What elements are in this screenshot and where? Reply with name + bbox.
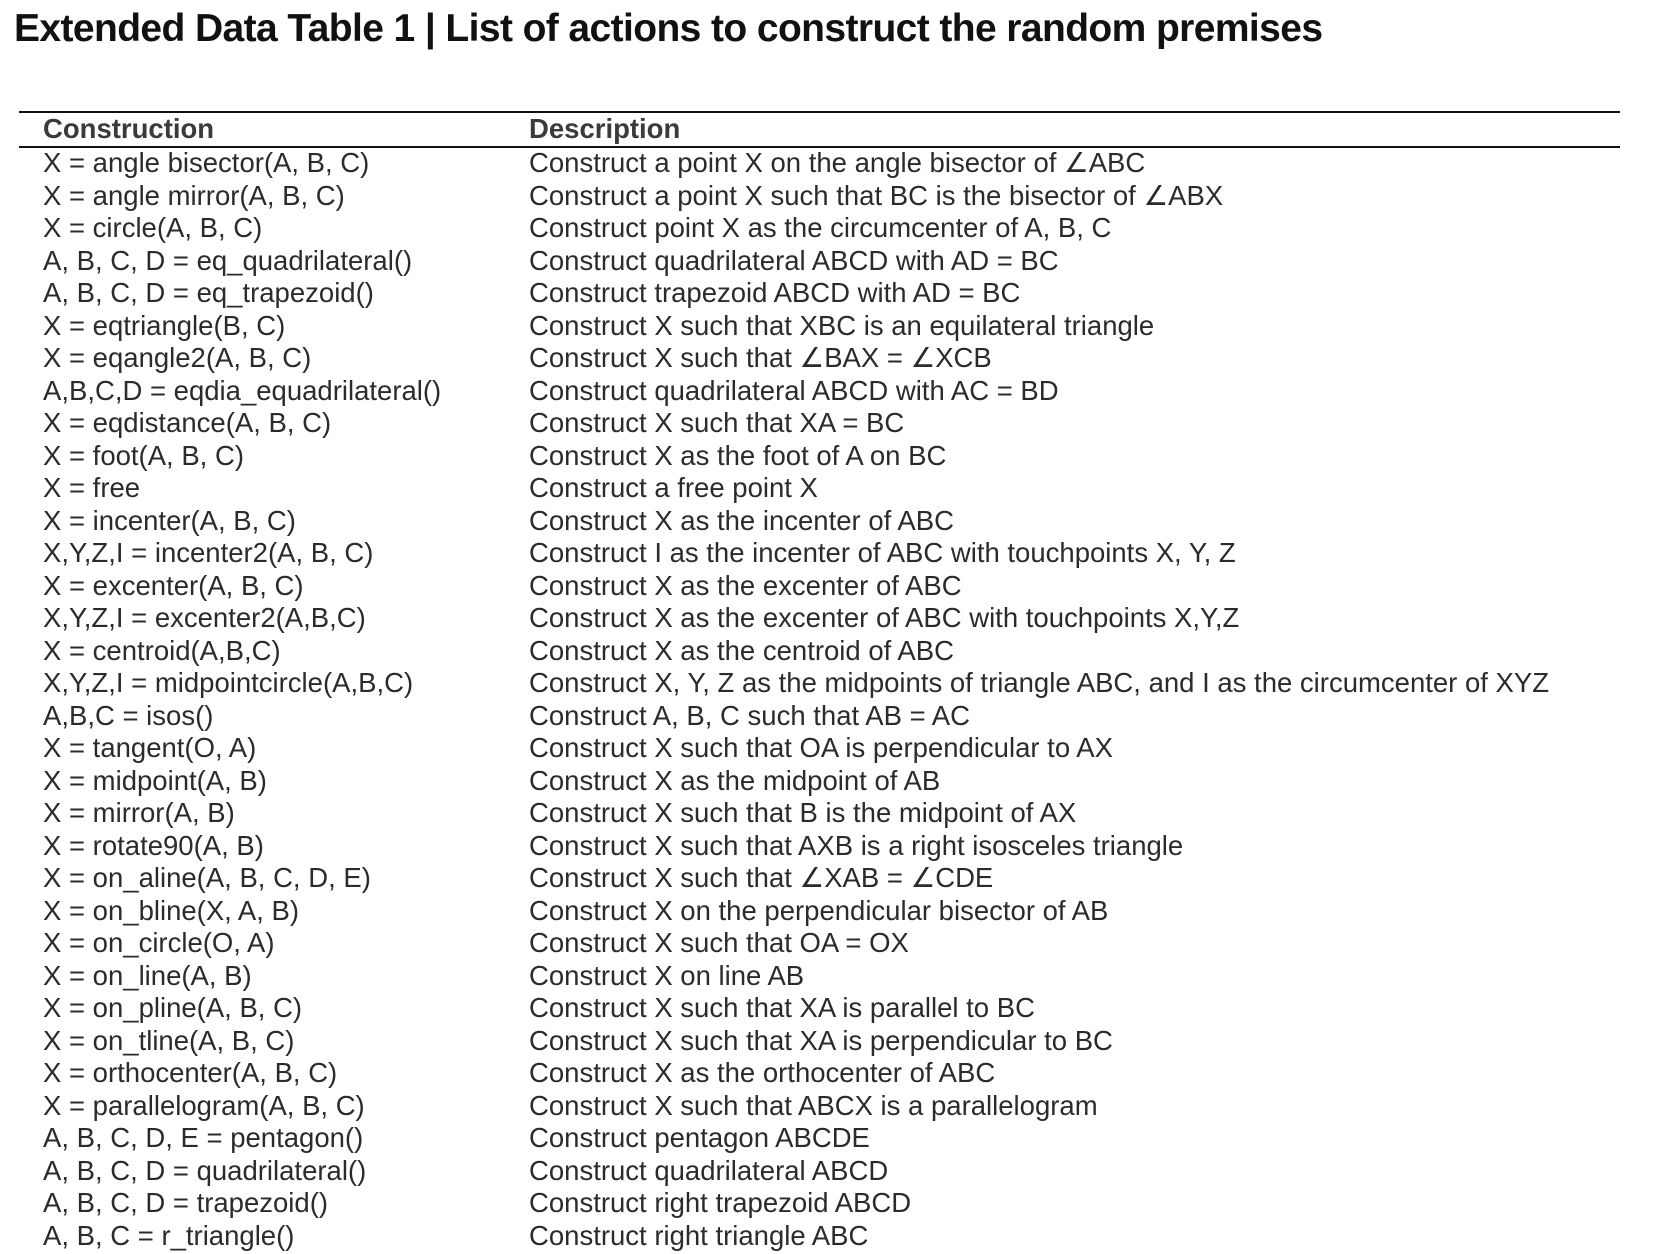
table-row	[19, 310, 1620, 343]
table-body	[19, 147, 1620, 1252]
construction-cell: X = eqdistance(A, B, C)	[43, 407, 332, 438]
description-cell: Construct X as the excenter of ABC	[529, 569, 962, 601]
table-row	[19, 992, 1620, 1025]
construction-cell: X = midpoint(A, B)	[43, 764, 267, 796]
table-row	[19, 1025, 1620, 1058]
construction-cell: X = centroid(A,B,C)	[43, 634, 281, 666]
construction-cell: A, B, C, D = eq_trapezoid()	[43, 277, 374, 308]
table-row	[19, 147, 1620, 180]
construction-cell: X = angle bisector(A, B, C)	[43, 147, 370, 178]
table-row	[19, 797, 1620, 830]
description-cell: Construct pentagon ABCDE	[529, 1122, 870, 1153]
table-row	[19, 180, 1620, 213]
table-row	[19, 960, 1620, 993]
construction-cell: X = parallelogram(A, B, C)	[43, 1089, 365, 1121]
description-cell: Construct X such that OA = OX	[529, 927, 909, 958]
table-row	[19, 830, 1620, 863]
construction-cell: X = eqangle2(A, B, C)	[43, 342, 312, 373]
table-row	[19, 1122, 1620, 1155]
table-row	[19, 732, 1620, 765]
construction-cell: X,Y,Z,I = midpointcircle(A,B,C)	[43, 667, 414, 698]
description-cell: Construct X as the foot of A on BC	[529, 439, 947, 471]
construction-cell: A,B,C,D = eqdia_equadrilateral()	[43, 374, 442, 406]
description-cell: Construct X such that XA = BC	[529, 407, 905, 438]
construction-cell: X,Y,Z,I = incenter2(A, B, C)	[43, 537, 374, 568]
description-cell: Construct X as the excenter of ABC with touchpoints X,Y,Z	[529, 602, 1240, 633]
description-cell: Construct X such that XA is perpendicular to BC	[529, 1024, 1113, 1056]
table-row	[19, 927, 1620, 960]
description-cell: Construct X such that XA is parallel to BC	[529, 992, 1035, 1023]
description-cell: Construct I as the incenter of ABC with touchpoints X, Y, Z	[529, 537, 1236, 568]
construction-cell: A, B, C, D, E = pentagon()	[43, 1122, 364, 1153]
table-row	[19, 667, 1620, 700]
description-cell: Construct X such that B is the midpoint of AX	[529, 797, 1077, 828]
construction-cell: X = incenter(A, B, C)	[43, 504, 296, 536]
table-row	[19, 570, 1620, 603]
construction-cell: X = angle mirror(A, B, C)	[43, 179, 345, 211]
construction-cell: X = circle(A, B, C)	[43, 212, 263, 243]
description-cell: Construct X such that AXB is a right isosceles triangle	[529, 829, 1184, 861]
table-row	[19, 1155, 1620, 1188]
construction-cell: X = on_tline(A, B, C)	[43, 1024, 295, 1056]
table-row	[19, 1187, 1620, 1220]
construction-cell: X = on_bline(X, A, B)	[43, 894, 300, 926]
table-row	[19, 700, 1620, 733]
header-construction: Construction	[43, 113, 215, 144]
table-row	[19, 1220, 1620, 1253]
construction-cell: X = on_pline(A, B, C)	[43, 992, 303, 1023]
header-description: Description	[529, 113, 681, 144]
description-cell: Construct a point X on the angle bisector of ∠ABC	[529, 147, 1146, 178]
description-cell: Construct quadrilateral ABCD with AD = BC	[529, 244, 1059, 276]
table-row	[19, 1090, 1620, 1123]
description-cell: Construct X, Y, Z as the midpoints of triangle ABC, and I as the circumcenter of XYZ	[529, 667, 1550, 698]
construction-cell: X = free	[43, 472, 141, 503]
construction-cell: X = mirror(A, B)	[43, 797, 235, 828]
description-cell: Construct right triangle ABC	[529, 1219, 869, 1251]
description-cell: Construct a free point X	[529, 472, 818, 503]
table-row	[19, 375, 1620, 408]
construction-cell: X = foot(A, B, C)	[43, 439, 244, 471]
construction-cell: A,B,C = isos()	[43, 699, 214, 731]
table-row	[19, 472, 1620, 505]
description-cell: Construct X such that ABCX is a parallelogram	[529, 1089, 1098, 1121]
description-cell: Construct X on line AB	[529, 959, 805, 991]
construction-cell: A, B, C = r_triangle()	[43, 1219, 295, 1251]
table-row	[19, 635, 1620, 668]
description-cell: Construct X such that ∠BAX = ∠XCB	[529, 342, 992, 373]
construction-cell: A, B, C, D = eq_quadrilateral()	[43, 244, 413, 276]
description-cell: Construct X as the midpoint of AB	[529, 764, 941, 796]
table-row	[19, 245, 1620, 278]
description-cell: Construct right trapezoid ABCD	[529, 1187, 912, 1218]
construction-cell: A, B, C, D = quadrilateral()	[43, 1154, 367, 1186]
description-cell: Construct A, B, C such that AB = AC	[529, 699, 970, 731]
description-cell: Construct X on the perpendicular bisector of AB	[529, 894, 1109, 926]
construction-cell: X = rotate90(A, B)	[43, 829, 264, 861]
description-cell: Construct quadrilateral ABCD	[529, 1154, 889, 1186]
description-cell: Construct X as the centroid of ABC	[529, 634, 954, 666]
table-row	[19, 407, 1620, 440]
description-cell: Construct point X as the circumcenter of A, B, C	[529, 212, 1112, 243]
table-row	[19, 1057, 1620, 1090]
description-cell: Construct quadrilateral ABCD with AC = BD	[529, 374, 1059, 406]
description-cell: Construct X such that OA is perpendicular to AX	[529, 732, 1113, 763]
table-row	[19, 895, 1620, 928]
table-row	[19, 602, 1620, 635]
description-cell: Construct X as the incenter of ABC	[529, 504, 954, 536]
table-row	[19, 862, 1620, 895]
table-row	[19, 505, 1620, 538]
table-row	[19, 342, 1620, 375]
construction-cell: X = orthocenter(A, B, C)	[43, 1057, 338, 1088]
table-row	[19, 537, 1620, 570]
construction-cell: X = tangent(O, A)	[43, 732, 257, 763]
construction-cell: X = excenter(A, B, C)	[43, 569, 304, 601]
description-cell: Construct X such that XBC is an equilateral triangle	[529, 309, 1155, 341]
table-row	[19, 212, 1620, 245]
description-cell: Construct X as the orthocenter of ABC	[529, 1057, 996, 1088]
description-cell: Construct X such that ∠XAB = ∠CDE	[529, 862, 994, 893]
construction-cell: A, B, C, D = trapezoid()	[43, 1187, 329, 1218]
table-row	[19, 277, 1620, 310]
table-title: Extended Data Table 1 | List of actions to construct the random premises	[14, 7, 1323, 50]
construction-cell: X = on_aline(A, B, C, D, E)	[43, 862, 371, 893]
construction-cell: X,Y,Z,I = excenter2(A,B,C)	[43, 602, 366, 633]
table-row	[19, 765, 1620, 798]
construction-cell: X = on_line(A, B)	[43, 959, 252, 991]
construction-cell: X = on_circle(O, A)	[43, 927, 275, 958]
description-cell: Construct trapezoid ABCD with AD = BC	[529, 277, 1021, 308]
table-header	[19, 112, 1620, 146]
table-row	[19, 440, 1620, 473]
construction-cell: X = eqtriangle(B, C)	[43, 309, 286, 341]
description-cell: Construct a point X such that BC is the bisector of ∠ABX	[529, 179, 1224, 211]
